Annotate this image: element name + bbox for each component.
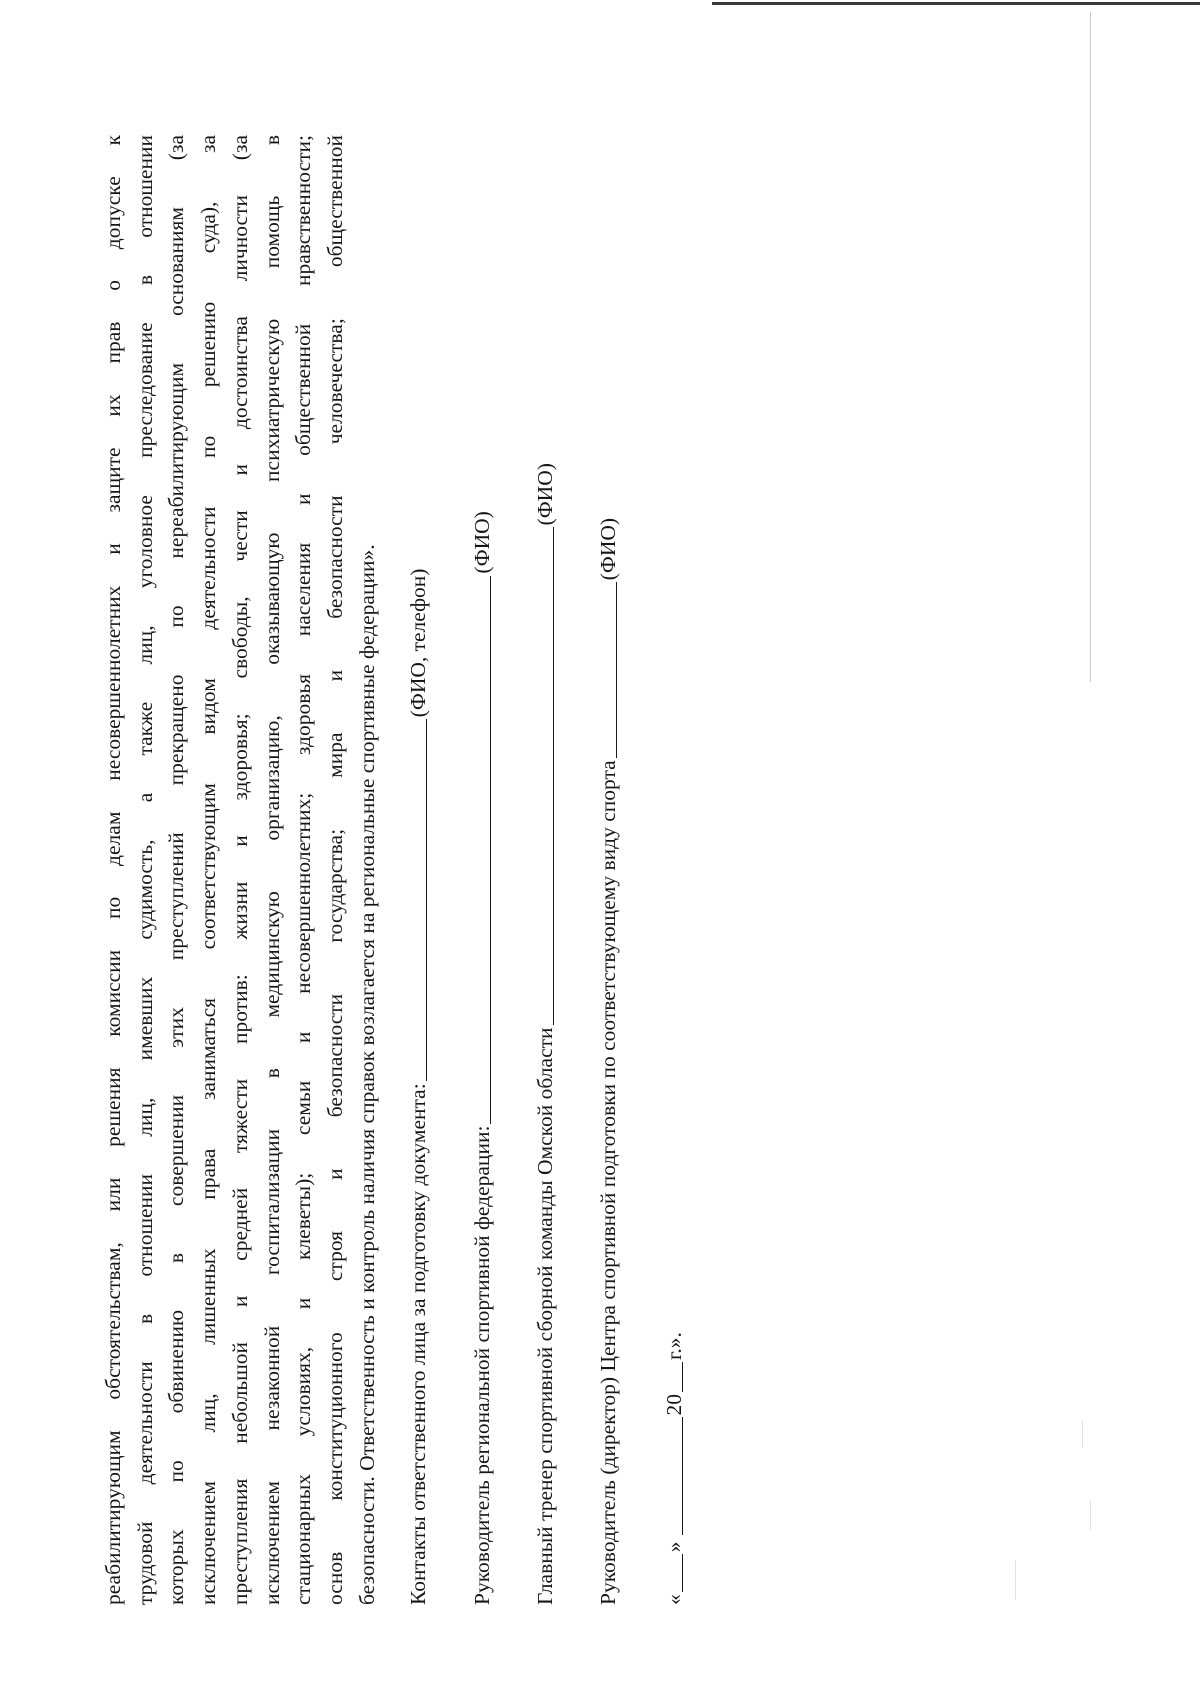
signature-blank-line[interactable]	[406, 719, 427, 1081]
paragraph-line: трудовой деятельности в отношении лиц, имевших судимость, а также лиц, уголовное преследование в отношении	[132, 135, 157, 1605]
date-year-blank[interactable]	[662, 1362, 683, 1392]
paragraph-line: безопасности. Ответственность и контроль наличия справок возлагается на региональные спортивные федерации».	[354, 544, 379, 1605]
paragraph-line: которых по обвинению в совершении этих преступлений прекращено по нереабилитирующим основаниям (за	[164, 135, 189, 1605]
date-line	[660, 1332, 688, 1605]
signature-hint: (ФИО, телефон)	[406, 568, 430, 718]
paragraph-line: основ конституционного строя и безопасности государства; мира и безопасности человечества; общественной	[322, 135, 347, 1605]
signature-federation-head	[468, 511, 496, 1605]
date-open-quote: «	[662, 1594, 686, 1605]
signature-label: Руководитель региональной спортивной федерации:	[470, 1125, 494, 1605]
signature-label: Контакты ответственного лица за подготовку документа:	[406, 1083, 430, 1605]
scan-speck	[1082, 1420, 1083, 1448]
signature-label: Главный тренер спортивной сборной команды Омской области	[533, 1027, 557, 1605]
date-day-blank[interactable]	[662, 1554, 683, 1592]
eligibility-paragraph	[98, 135, 383, 1605]
rotated-document-body	[98, 100, 738, 1605]
signature-contact-person	[404, 569, 432, 1605]
date-close-quote: »	[662, 1541, 686, 1553]
paragraph-line: исключением лиц, лишенных права заниматься соответствующим видом деятельности по решению суда), за	[196, 135, 221, 1605]
signature-hint: (ФИО)	[533, 463, 557, 526]
scan-fold-line	[1090, 12, 1091, 682]
signature-blank-line[interactable]	[470, 576, 491, 1124]
date-suffix: г.».	[662, 1332, 686, 1360]
scan-speck	[1015, 1560, 1016, 1600]
signature-head-coach	[531, 463, 559, 1605]
signature-hint: (ФИО)	[596, 517, 620, 581]
scan-speck	[1090, 1500, 1091, 1530]
date-month-blank[interactable]	[662, 1418, 683, 1536]
paragraph-line: реабилитирующим обстоятельствам, или решения комиссии по делам несовершеннолетних и защите их прав о допуске к	[101, 135, 125, 1605]
signature-label: Руководитель (директор) Центра спортивной подготовки по соответствующему виду спорта	[596, 760, 620, 1605]
paragraph-line: исключением незаконной госпитализации в медицинскую организацию, оказывающую психиатрическую помощь в	[259, 135, 284, 1605]
scan-edge-line	[712, 2, 1200, 5]
signature-hint: (ФИО)	[470, 511, 494, 574]
paragraph-line: преступления небольшой и средней тяжести против: жизни и здоровья; свободы, чести и достоинства личности (за	[227, 135, 252, 1605]
signature-center-director	[594, 518, 622, 1605]
paragraph-line: стационарных условиях, и клеветы); семьи и несовершеннолетних; здоровья населения и общественной нравственности;	[291, 135, 316, 1605]
signature-blank-line[interactable]	[533, 527, 554, 1025]
signature-blank-line[interactable]	[596, 582, 617, 758]
date-year-prefix: 20	[662, 1394, 686, 1416]
